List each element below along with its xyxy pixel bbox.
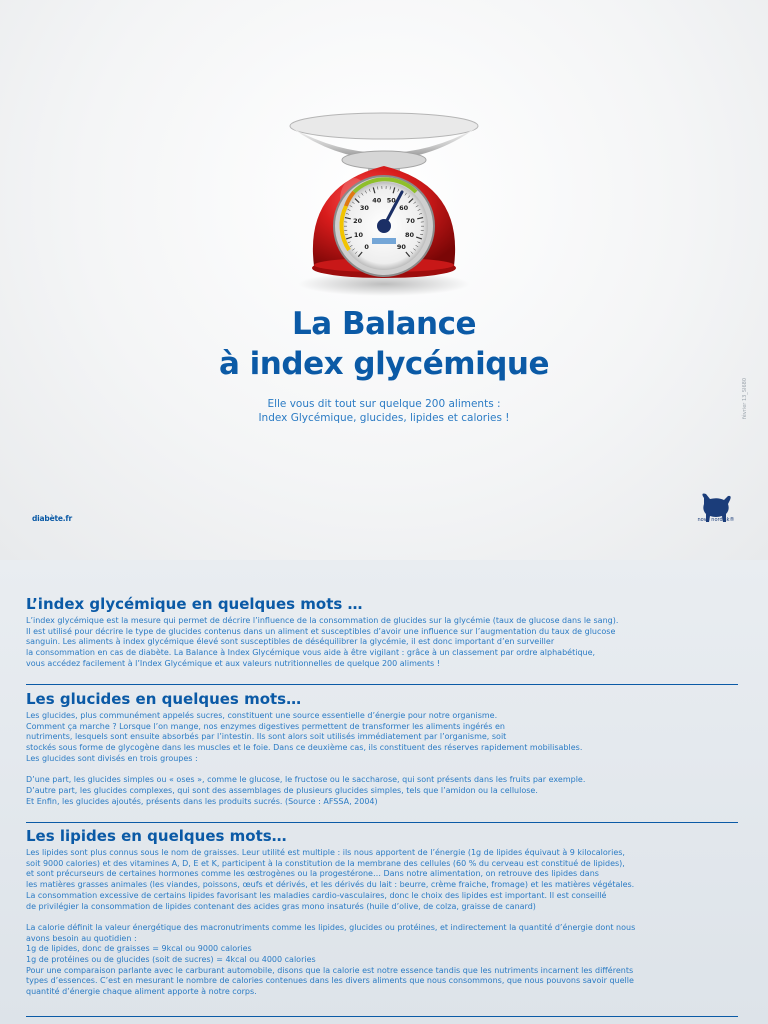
dial-number: 90 — [396, 243, 406, 252]
title-line-2: à index glycémique — [218, 346, 550, 382]
paragraph-line: sanguin. Les aliments à index glycémique élevé sont susceptibles de déséquilibrer la glycémie, il est donc important d’en surveiller — [26, 637, 555, 647]
section-body — [26, 616, 742, 670]
section-index-glycemique — [26, 594, 742, 670]
section-divider — [26, 822, 738, 823]
scale-pan-rim — [290, 113, 478, 139]
paragraph-line: la consommation en cas de diabète. La Balance à Index Glycémique vous aide à être vigilant : grâce à un classement par ordre alphabétique, — [26, 648, 596, 658]
section-body — [26, 711, 742, 807]
paragraph-line: types d’essences. C’est en mesurant le nombre de calories contenues dans les divers aliments que nous consommons, que nous pouvons savoir quelle — [26, 976, 634, 986]
paragraph-line: Les glucides sont divisés en trois groupes : — [26, 753, 198, 763]
paragraph-line: les matières grasses animales (les viandes, poissons, œufs et dérivés, et les dérivés du lait : beurre, crème fraiche, fromage) et les matières végétales. — [26, 880, 635, 890]
section-heading: Les glucides en quelques mots… — [26, 690, 302, 708]
page-title — [0, 304, 768, 384]
paragraph-line: quantité d’énergie chaque aliment apporte à notre corps. — [26, 987, 257, 997]
section-heading: L’index glycémique en quelques mots … — [26, 595, 363, 613]
section-divider — [26, 684, 738, 685]
dial-number: 10 — [353, 231, 363, 240]
paragraph-line: et sont précurseurs de certaines hormones comme les œstrogènes ou la progestérone… Dans notre alimentation, on retrouve des lipides dans — [26, 869, 599, 879]
paragraph-line: D’une part, les glucides simples ou « oses », comme le glucose, le fructose ou le saccharose, qui sont présents dans les fruits par exemple. — [26, 775, 586, 785]
section-glucides — [26, 689, 742, 807]
section-lipides — [26, 826, 742, 998]
paragraph-line: La consommation excessive de certains lipides favorisant les maladies cardio-vasculaires, donc le choix des lipides est important. Il est conseillé — [26, 890, 607, 900]
dial-number: 20 — [353, 216, 363, 225]
kitchen-scale-illustration — [284, 108, 484, 308]
title-line-1: La Balance — [291, 306, 477, 342]
paragraph-line: D’autre part, les glucides complexes, qui sont des assemblages de plusieurs glucides simples, tels que l’amidon ou la cellulose. — [26, 785, 538, 795]
dial-number: 70 — [405, 216, 415, 225]
paragraph-line: 1g de lipides, donc de graisses = 9kcal ou 9000 calories — [26, 944, 252, 954]
paragraph-line: Il est utilisé pour décrire le type de glucides contenus dans un aliment et susceptibles d’avoir une influence sur l’augmentation du taux de glucose — [26, 626, 616, 636]
dial-number: 50 — [386, 196, 396, 205]
paragraph-line: Pour une comparaison parlante avec le carburant automobile, disons que la calorie est notre essence tandis que les nutriments incarnent les différents — [26, 965, 634, 975]
subtitle-line-1: Elle vous dit tout sur quelque 200 aliments : — [267, 398, 501, 410]
novo-nordisk-logo-text: novo nordisk® — [697, 517, 735, 523]
paragraph-line: stockés sous forme de glycogène dans les muscles et le foie. Dans ce deuxième cas, ils constituent des réserves rapidement mobilisables. — [26, 743, 583, 753]
paragraph-line: Les glucides, plus communément appelés sucres, constituent une source essentielle d’énergie pour notre organisme. — [26, 711, 498, 720]
dial-number: 30 — [359, 203, 369, 212]
dial-number: 80 — [405, 231, 415, 240]
paragraph-line: Et Enfin, les glucides ajoutés, présents dans les produits sucrés. (Source : AFSSA, 2004) — [26, 796, 378, 806]
diabete-logo: diabète.fr — [32, 514, 72, 523]
section-divider — [26, 1016, 738, 1017]
paragraph-line: de privilégier la consommation de lipides contenant des acides gras mono insaturés (huile d’olive, de colza, graisse de canard) — [26, 901, 536, 911]
dial-number: 0 — [364, 243, 369, 252]
section-heading: Les lipides en quelques mots… — [26, 827, 287, 845]
page-subtitle — [0, 397, 768, 425]
dial-number: 40 — [372, 196, 382, 205]
paragraph-line: Comment ça marche ? Lorsque l’on mange, nos enzymes digestives permettent de transformer les aliments ingérés en — [26, 721, 505, 731]
paragraph-line: soit 9000 calories) et des vitamines A, D, E et K, participent à la constitution de la membrane des cellules (60 % du cerveau est constitué de lipides), — [26, 858, 625, 868]
subtitle-line-2: Index Glycémique, glucides, lipides et calories ! — [258, 412, 510, 424]
dial-number: 60 — [399, 203, 409, 212]
section-body — [26, 848, 742, 998]
paragraph-line: 1g de protéines ou de glucides (soit de sucres) = 4kcal ou 4000 calories — [26, 955, 316, 965]
side-reference-code: février 13_SI680 — [742, 378, 748, 420]
paragraph-line: Les lipides sont plus connus sous le nom de graisses. Leur utilité est multiple : ils nous apportent de l’énergie (1g de lipides équivaut à 9 kilocalories, — [26, 848, 625, 857]
paragraph-line: vous accédez facilement à l’Index Glycémique et aux valeurs nutritionnelles de quelque 200 aliments ! — [26, 658, 440, 668]
paragraph-line: L’index glycémique est la mesure qui permet de décrire l’influence de la consommation de glucides sur la glycémie (taux de glucose dans le sang). — [26, 616, 619, 625]
paragraph-line: La calorie définit la valeur énergétique des macronutriments comme les lipides, glucides ou protéines, et indirectement la quantité d’énergie dont nous — [26, 922, 636, 932]
paragraph-line: avons besoin au quotidien : — [26, 933, 137, 943]
paragraph-line: nutriments, lesquels sont ensuite absorbés par l’intestin. Ils sont alors soit utilisés immédiatement par l’organisme, soit — [26, 732, 507, 742]
